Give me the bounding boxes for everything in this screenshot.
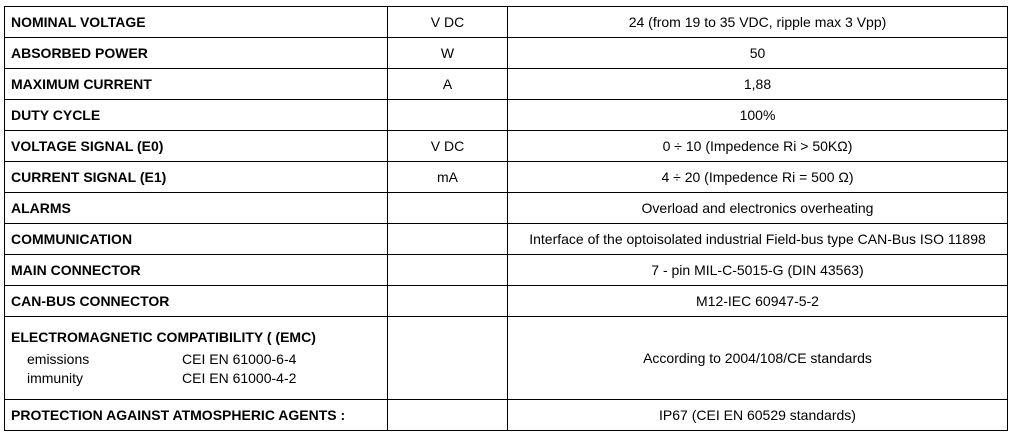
- emc-emissions-line: [11, 350, 381, 369]
- param-cell: MAIN CONNECTOR: [5, 255, 388, 286]
- param-cell: MAXIMUM CURRENT: [5, 69, 388, 100]
- table-row: [5, 69, 1008, 100]
- param-cell: ALARMS: [5, 193, 388, 224]
- table-row-protection: [5, 400, 1008, 431]
- emissions-label: emissions: [27, 350, 90, 367]
- unit-cell: [388, 193, 508, 224]
- table-row: [5, 7, 1008, 38]
- table-row: [5, 224, 1008, 255]
- unit-cell: [388, 400, 508, 431]
- table-row: [5, 286, 1008, 317]
- value-cell: M12-IEC 60947-5-2: [508, 286, 1008, 317]
- spec-table-body: [5, 7, 1008, 431]
- value-cell: 1,88: [508, 69, 1008, 100]
- unit-cell: V DC: [388, 131, 508, 162]
- value-cell: 100%: [508, 100, 1008, 131]
- table-row: [5, 193, 1008, 224]
- table-row: [5, 131, 1008, 162]
- param-cell: NOMINAL VOLTAGE: [5, 7, 388, 38]
- value-cell: 24 (from 19 to 35 VDC, ripple max 3 Vpp): [508, 7, 1008, 38]
- value-cell: According to 2004/108/CE standards: [508, 317, 1008, 400]
- immunity-label: immunity: [27, 369, 84, 386]
- unit-cell: W: [388, 38, 508, 69]
- param-cell: DUTY CYCLE: [5, 100, 388, 131]
- emissions-value: CEI EN 61000-6-4: [182, 350, 297, 367]
- specifications-table: [4, 6, 1008, 431]
- param-cell: CURRENT SIGNAL (E1): [5, 162, 388, 193]
- value-cell: 0 ÷ 10 (Impedence Ri > 50KΩ): [508, 131, 1008, 162]
- unit-cell: V DC: [388, 7, 508, 38]
- param-cell: PROTECTION AGAINST ATMOSPHERIC AGENTS :: [5, 400, 388, 431]
- unit-cell: [388, 100, 508, 131]
- unit-cell: [388, 317, 508, 400]
- unit-cell: [388, 286, 508, 317]
- emc-title: ELECTROMAGNETIC COMPATIBILITY ( (EMC): [11, 328, 316, 345]
- value-cell: 7 - pin MIL-C-5015-G (DIN 43563): [508, 255, 1008, 286]
- value-cell: 4 ÷ 20 (Impedence Ri = 500 Ω): [508, 162, 1008, 193]
- immunity-value: CEI EN 61000-4-2: [182, 369, 297, 386]
- param-cell: COMMUNICATION: [5, 224, 388, 255]
- table-row: [5, 100, 1008, 131]
- value-cell: Interface of the optoisolated industrial Field-bus type CAN-Bus ISO 11898: [508, 224, 1008, 255]
- table-row-emc: [5, 317, 1008, 400]
- unit-cell: A: [388, 69, 508, 100]
- unit-cell: [388, 224, 508, 255]
- param-cell: VOLTAGE SIGNAL (E0): [5, 131, 388, 162]
- table-row: [5, 162, 1008, 193]
- unit-cell: [388, 255, 508, 286]
- unit-cell: mA: [388, 162, 508, 193]
- emc-param-cell: [5, 317, 388, 400]
- value-cell: 50: [508, 38, 1008, 69]
- table-row: [5, 38, 1008, 69]
- param-cell: CAN-BUS CONNECTOR: [5, 286, 388, 317]
- param-cell: ABSORBED POWER: [5, 38, 388, 69]
- value-cell: IP67 (CEI EN 60529 standards): [508, 400, 1008, 431]
- emc-immunity-line: [11, 369, 381, 388]
- value-cell: Overload and electronics overheating: [508, 193, 1008, 224]
- table-row: [5, 255, 1008, 286]
